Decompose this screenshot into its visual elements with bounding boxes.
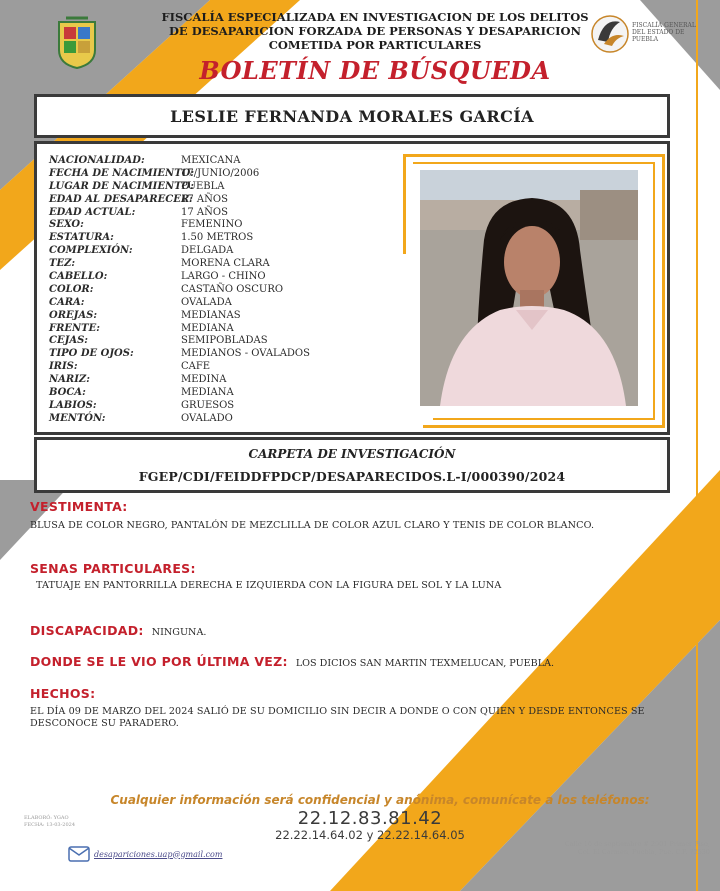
field-label: CEJAS: [49,335,88,347]
field-label: EDAD ACTUAL: [49,206,136,218]
last-seen-value: LOS DICIOS SAN MARTIN TEXMELUCAN, PUEBLA. [295,658,555,669]
vestimenta-title: VESTIMENTA: [30,499,128,514]
field-row [49,270,310,283]
field-row [49,347,310,360]
hechos-text-line-1: EL DÍA 09 DE MARZO DEL 2024 SALIÓ DE SU DOMICILIO SIN DECIR A DONDE O CON QUIEN Y DESDE ENTONCES SE [30,706,645,717]
field-row [49,218,310,231]
field-label: SEXO: [49,219,84,231]
field-row [49,309,310,322]
field-row [49,399,310,412]
investigation-folder-number: FGEP/CDI/FEIDDFPDCP/DESAPARECIDOS.L-I/000390/2024 [138,469,566,484]
field-value: GRUESOS [181,399,235,411]
field-label: TEZ: [49,258,76,270]
field-value: CAFE [181,361,211,373]
field-value: MORENA CLARA [181,258,270,270]
email-address[interactable]: desapariciones.uap@gmail.com [94,849,223,859]
field-value: FEMENINO [181,219,243,231]
discapacidad-row [30,623,206,638]
field-row [49,167,310,180]
field-value: MEDIANOS - OVALADOS [181,348,310,360]
field-row [49,296,310,309]
field-label: FRENTE: [49,322,100,334]
field-row [49,257,310,270]
email-contact[interactable] [68,846,222,862]
field-value: CASTAÑO OSCURO [181,283,284,295]
person-info-panel [34,141,670,435]
field-value: 17 AÑOS [181,206,228,218]
fecha-text: FECHA: 13-03-2024 [24,822,76,828]
field-label: COMPLEXIÓN: [49,245,133,257]
description-fields [49,154,310,425]
field-row [49,154,310,167]
field-label: ESTATURA: [49,232,114,244]
field-label: EDAD AL DESAPARECER: [49,193,193,205]
address-line-1: Calle 16 de septiembre # 2901 Primer Piso, [564,840,710,848]
discapacidad-title: DISCAPACIDAD: [30,623,144,638]
fiscalia-logo-text: FISCALÍA GENERAL DEL ESTADO DE PUEBLA [632,22,696,43]
field-label: CABELLO: [49,270,108,282]
field-label: LUGAR DE NACIMIENTO: [49,180,194,192]
field-row [49,231,310,244]
field-value: PUEBLA [181,180,225,192]
address-line-2: Col. El Carmen, Puebla, Pue. C.P. 72530 [577,848,710,856]
field-value: MEDINA [181,374,227,386]
field-row [49,322,310,335]
fiscalia-logo [590,8,702,64]
field-value: OVALADA [181,296,232,308]
investigation-folder-title: CARPETA DE INVESTIGACIÓN [248,447,456,461]
field-label: IRIS: [49,361,78,373]
phone-main[interactable]: 22.12.83.81.42 [297,808,443,829]
field-value: MEXICANA [181,154,241,166]
field-row [49,373,310,386]
field-label: MENTÓN: [49,412,106,424]
field-row [49,360,310,373]
field-label: CARA: [49,296,85,308]
field-label: NACIONALIDAD: [49,154,145,166]
contact-instructions: Cualquier información será confidencial y anónima, comunícate a los teléfonos: [110,793,650,807]
field-row [49,386,310,399]
elaboration-info [24,815,75,829]
field-row [49,412,310,425]
office-address [510,840,710,856]
field-label: COLOR: [49,283,94,295]
field-value: 17 AÑOS [181,193,228,205]
hechos-title: HECHOS: [30,686,96,701]
header-institution-text [160,10,590,52]
field-value: 17/JUNIO/2006 [181,167,260,179]
hechos-text-line-2: DESCONOCE SU PARADERO. [30,718,179,729]
elaboro-text: ELABORÓ: YGAO [24,815,69,821]
person-name-box [34,94,670,138]
state-seal-logo [56,16,98,70]
vestimenta-text: BLUSA DE COLOR NEGRO, PANTALÓN DE MEZCLILLA DE COLOR AZUL CLARO Y TENIS DE COLOR BLANCO. [30,520,595,531]
investigation-folder-box [34,437,670,493]
field-row [49,180,310,193]
field-label: NARIZ: [49,374,90,386]
field-value: OVALADO [181,412,233,424]
discapacidad-value: NINGUNA. [151,627,207,638]
field-label: BOCA: [49,386,86,398]
field-value: MEDIANAS [181,309,241,321]
field-row [49,244,310,257]
field-label: FECHA DE NACIMIENTO: [49,167,195,179]
field-label: LABIOS: [49,399,97,411]
phone-secondary[interactable]: 22.22.14.64.02 y 22.22.14.64.05 [275,828,465,842]
senas-text: TATUAJE EN PANTORRILLA DERECHA E IZQUIERDA CON LA FIGURA DEL SOL Y LA LUNA [36,580,502,591]
person-name: LESLIE FERNANDA MORALES GARCÍA [170,106,534,126]
field-value: 1.50 METROS [181,232,254,244]
field-row [49,334,310,347]
bulletin-title: BOLETÍN DE BÚSQUEDA [199,56,551,85]
field-row [49,206,310,219]
field-label: TIPO DE OJOS: [49,348,134,360]
header-line-2: DE DESAPARICION FORZADA DE PERSONAS Y DESAPARICION [168,24,582,38]
field-row [49,283,310,296]
field-value: MEDIANA [181,322,234,334]
field-value: MEDIANA [181,386,234,398]
field-value: LARGO - CHINO [181,270,266,282]
senas-title: SENAS PARTICULARES: [30,561,196,576]
email-icon [68,846,90,862]
field-row [49,193,310,206]
last-seen-row [30,654,554,669]
field-value: DELGADA [181,245,234,257]
last-seen-title: DONDE SE LE VIO POR ÚLTIMA VEZ: [30,654,288,669]
field-value: SEMIPOBLADAS [181,335,268,347]
header-line-3: COMETIDA POR PARTICULARES [268,38,482,52]
header-line-1: FISCALÍA ESPECIALIZADA EN INVESTIGACION DE LOS DELITOS [161,10,589,24]
field-label: OREJAS: [49,309,98,321]
fiscalia-emblem-icon [590,8,630,58]
person-photo [420,170,638,406]
